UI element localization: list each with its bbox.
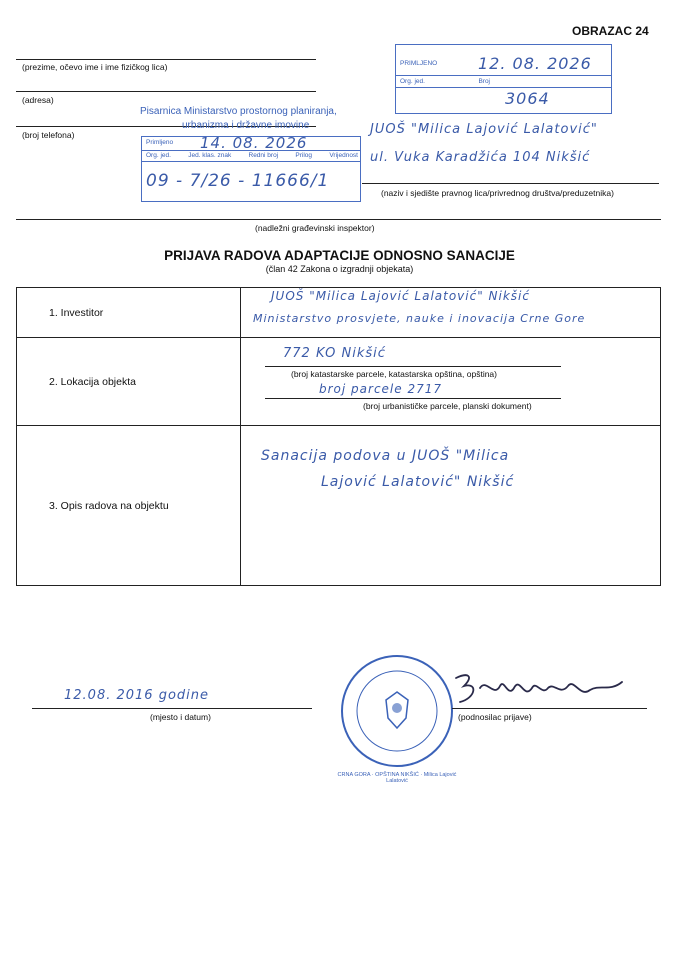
place-date-label: (mjesto i datum) [150, 712, 211, 722]
name-label: (prezime, očevo ime i ime fizičkog lica) [22, 62, 168, 72]
location-value-cell [241, 338, 661, 426]
description-line1: Sanacija podova u JUOŠ "Milica [261, 448, 510, 464]
stamp-left-col-ordinal: Redni broj [248, 152, 279, 159]
signature [450, 668, 630, 710]
investor-value-cell [241, 288, 661, 338]
legal-entity-line [362, 183, 659, 184]
row-investor [17, 288, 661, 338]
stamp-left-col-class: Jed. klas. znak [188, 152, 232, 159]
stamp-left-date: 14. 08. 2026 [200, 134, 308, 152]
form-subtitle: (član 42 Zakona o izgradnji objekata) [265, 264, 414, 274]
stamp-left-col-value: Vrijednost [329, 152, 358, 159]
stamp-office-line1: Pisarnica Ministarstvo prostornog planiranja, [140, 106, 337, 117]
stamp-right-col-number: Broj [478, 78, 490, 85]
name-line [16, 59, 316, 60]
official-seal [338, 652, 456, 770]
applicant-name-hand: JUOŠ "Milica Lajović Lalatović" [370, 122, 598, 137]
address-line [16, 91, 316, 92]
inspector-label: (nadležni građevinski inspektor) [255, 223, 375, 233]
description-label: 3. Opis radova na objektu [17, 426, 241, 586]
investor-label: 1. Investitor [17, 288, 241, 338]
investor-line1: JUOŠ "Milica Lajović Lalatović" Nikšić [271, 289, 530, 303]
urban-parcel-hand: broj parcele 2717 [319, 382, 442, 396]
row-location [17, 338, 661, 426]
parcel-hand: 772 KO Nikšić [283, 346, 386, 361]
location-label: 2. Lokacija objekta [17, 338, 241, 426]
stamp-right-date: 12. 08. 2026 [478, 54, 592, 73]
stamp-left-col-attachment: Prilog [295, 152, 313, 159]
seal-text: CRNA GORA · OPŠTINA NIKŠIĆ · Milica Lajović Lalatović [337, 772, 457, 784]
place-date-hand: 12.08. 2016 godine [64, 688, 210, 703]
urban-parcel-label: (broj urbanističke parcele, planski dokument) [363, 401, 532, 411]
application-table [16, 287, 661, 586]
stamp-right-col-org: Org. jed. [400, 78, 425, 85]
parcel-label: (broj katastarske parcele, katastarska opština, opština) [291, 369, 497, 379]
stamp-right-number: 3064 [505, 89, 550, 108]
place-date-line [32, 708, 312, 709]
stamp-left-col-org: Org. jed. [146, 152, 171, 159]
description-line2: Lajović Lalatović" Nikšić [321, 474, 515, 490]
signer-label: (podnosilac prijave) [458, 712, 532, 722]
inspector-line [16, 219, 661, 220]
stamp-left-number: 09 - 7/26 - 11666/1 [146, 171, 330, 191]
address-label: (adresa) [22, 95, 54, 105]
stamp-office-line2: urbanizma i državne imovine [182, 120, 310, 131]
description-value-cell [241, 426, 661, 586]
row-description [17, 426, 661, 586]
applicant-address-hand: ul. Vuka Karadžića 104 Nikšić [370, 150, 591, 165]
phone-label: (broj telefona) [22, 130, 75, 140]
form-code: OBRAZAC 24 [572, 24, 649, 38]
signer-line [452, 708, 647, 709]
stamp-right-received-label: PRIMLJENO [400, 60, 438, 67]
form-title: PRIJAVA RADOVA ADAPTACIJE ODNOSNO SANACIJE [164, 248, 515, 263]
investor-line2: Ministarstvo prosvjete, nauke i inovacija Crne Gore [253, 312, 586, 325]
stamp-left-headers [146, 152, 358, 159]
stamp-left-received-label: Primljeno [146, 139, 174, 146]
stamp-right-headers [400, 78, 490, 85]
legal-entity-label: (naziv i sjedište pravnog lica/privrednog društva/preduzetnika) [381, 188, 614, 198]
